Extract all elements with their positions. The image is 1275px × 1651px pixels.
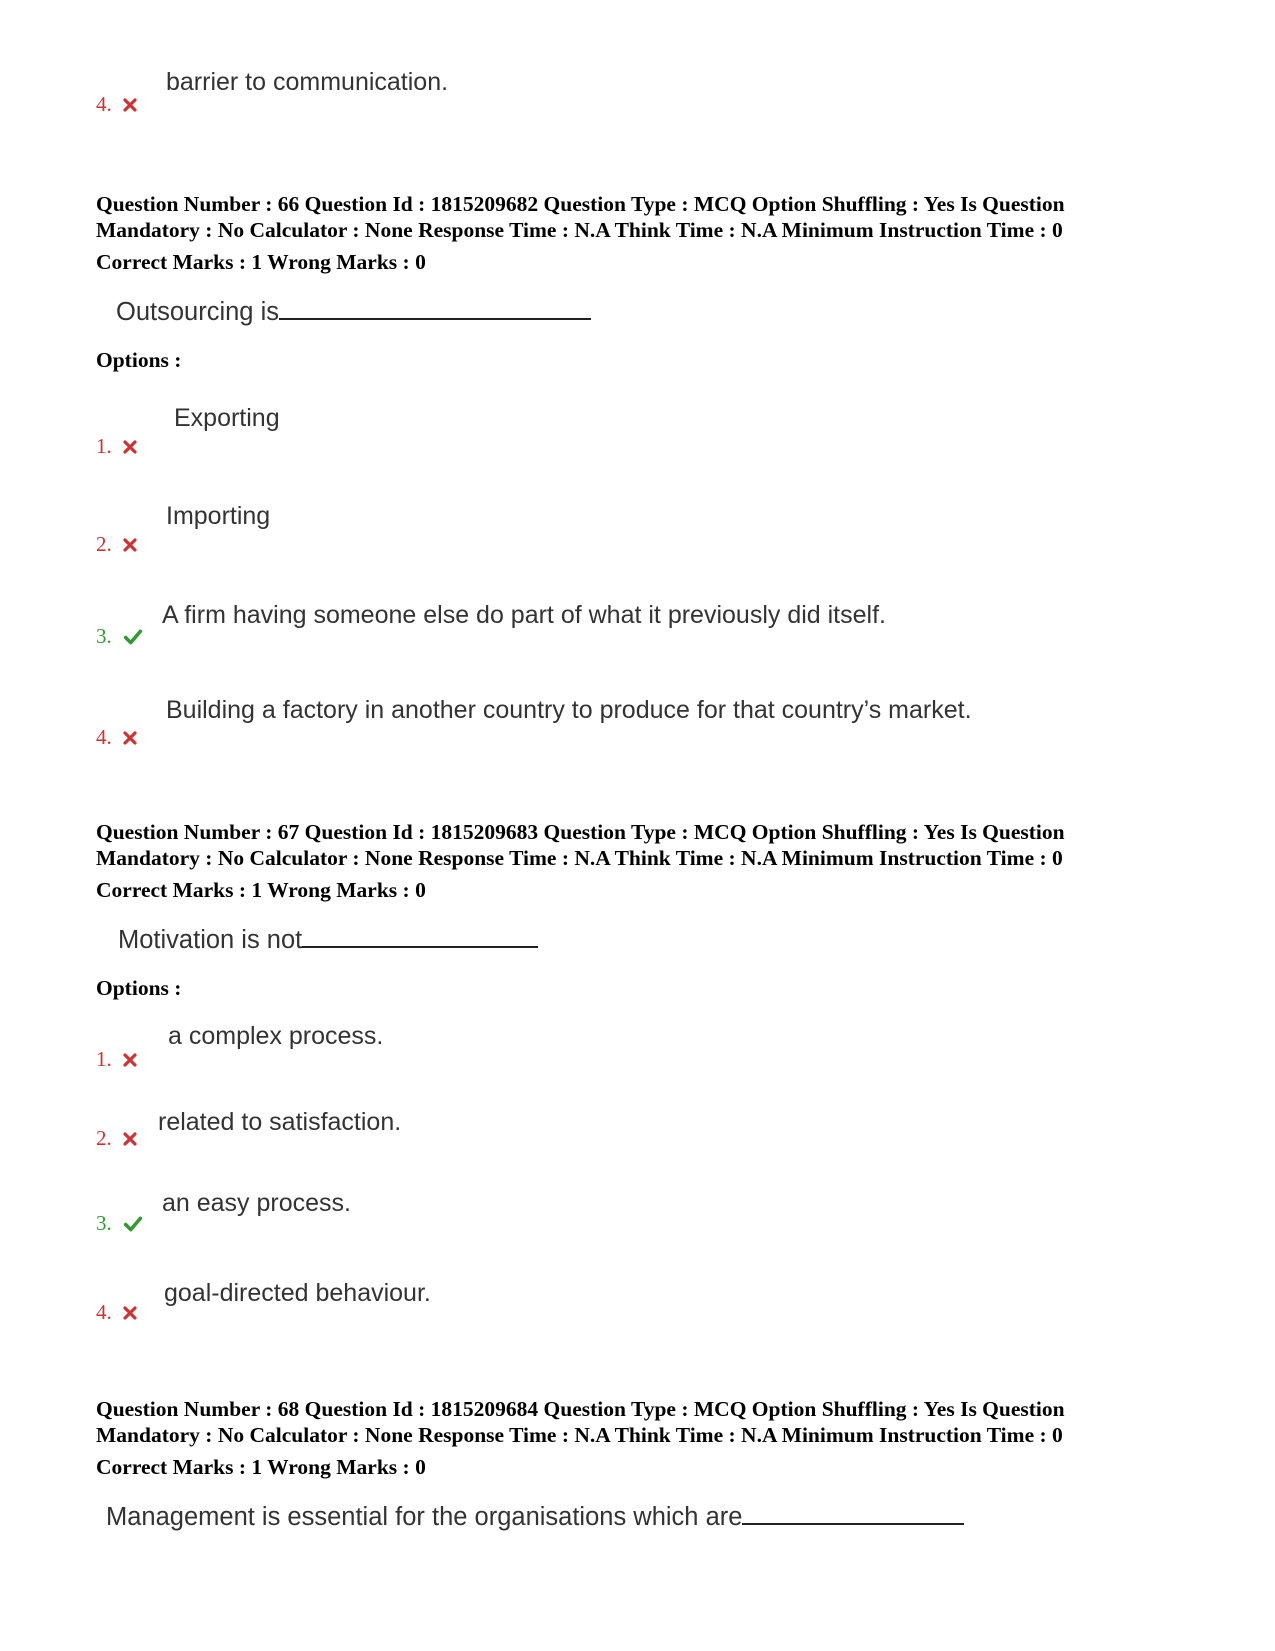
question-marks: Correct Marks : 1 Wrong Marks : 0 <box>96 878 426 902</box>
options-label: Options : <box>96 348 182 372</box>
question-stem <box>116 294 591 327</box>
option-text: goal-directed behaviour. <box>164 1279 431 1307</box>
question-meta-line1: Question Number : 68 Question Id : 1815209684 Question Type : MCQ Option Shuffling : Yes Is Question <box>96 1397 1065 1421</box>
option-number <box>96 92 138 117</box>
option-text: Importing <box>166 502 271 530</box>
cross-icon <box>122 97 138 113</box>
option-number <box>96 434 138 459</box>
question-meta-line2: Mandatory : No Calculator : None Response Time : N.A Think Time : N.A Minimum Instruction Time : 0 <box>96 846 1063 870</box>
option-number-label: 4. <box>96 725 112 749</box>
check-icon <box>122 628 144 646</box>
question-meta-line2: Mandatory : No Calculator : None Response Time : N.A Think Time : N.A Minimum Instruction Time : 0 <box>96 218 1063 242</box>
option-text: related to satisfaction. <box>158 1108 402 1136</box>
option-number <box>96 725 138 750</box>
question-meta-line2: Mandatory : No Calculator : None Response Time : N.A Think Time : N.A Minimum Instruction Time : 0 <box>96 1423 1063 1447</box>
question-stem-text: Outsourcing is <box>116 298 279 326</box>
option-number-label: 3. <box>96 624 112 648</box>
options-label: Options : <box>96 976 182 1000</box>
cross-icon <box>122 1052 138 1068</box>
option-number-label: 1. <box>96 434 112 458</box>
answer-blank <box>279 294 591 320</box>
cross-icon <box>122 1131 138 1147</box>
option-number-label: 2. <box>96 532 112 556</box>
question-marks: Correct Marks : 1 Wrong Marks : 0 <box>96 250 426 274</box>
question-marks: Correct Marks : 1 Wrong Marks : 0 <box>96 1455 426 1479</box>
cross-icon <box>122 537 138 553</box>
question-meta-line1: Question Number : 67 Question Id : 1815209683 Question Type : MCQ Option Shuffling : Yes Is Question <box>96 820 1065 844</box>
option-number <box>96 1047 138 1072</box>
option-text: Building a factory in another country to produce for that country’s market. <box>166 696 972 724</box>
option-number <box>96 1126 138 1151</box>
option-number-label: 2. <box>96 1126 112 1150</box>
question-stem-text: Motivation is not <box>118 926 303 954</box>
option-number-label: 3. <box>96 1211 112 1235</box>
question-stem <box>118 922 538 955</box>
answer-blank <box>302 922 538 948</box>
answer-blank <box>742 1499 964 1525</box>
option-number-label: 4. <box>96 1300 112 1324</box>
question-meta-line1: Question Number : 66 Question Id : 1815209682 Question Type : MCQ Option Shuffling : Yes Is Question <box>96 192 1065 216</box>
option-text: an easy process. <box>162 1189 351 1217</box>
option-number-label: 4. <box>96 92 112 116</box>
option-number <box>96 1300 138 1325</box>
option-number <box>96 1211 144 1236</box>
option-number <box>96 532 138 557</box>
cross-icon <box>122 439 138 455</box>
option-text: barrier to communication. <box>166 68 449 96</box>
option-text: a complex process. <box>168 1022 384 1050</box>
option-number <box>96 624 144 649</box>
cross-icon <box>122 1305 138 1321</box>
option-text: Exporting <box>174 404 280 432</box>
question-stem <box>106 1499 964 1532</box>
option-number-label: 1. <box>96 1047 112 1071</box>
check-icon <box>122 1215 144 1233</box>
question-stem-text: Management is essential for the organisations which are <box>106 1503 743 1531</box>
cross-icon <box>122 730 138 746</box>
option-text: A firm having someone else do part of what it previously did itself. <box>162 601 886 629</box>
